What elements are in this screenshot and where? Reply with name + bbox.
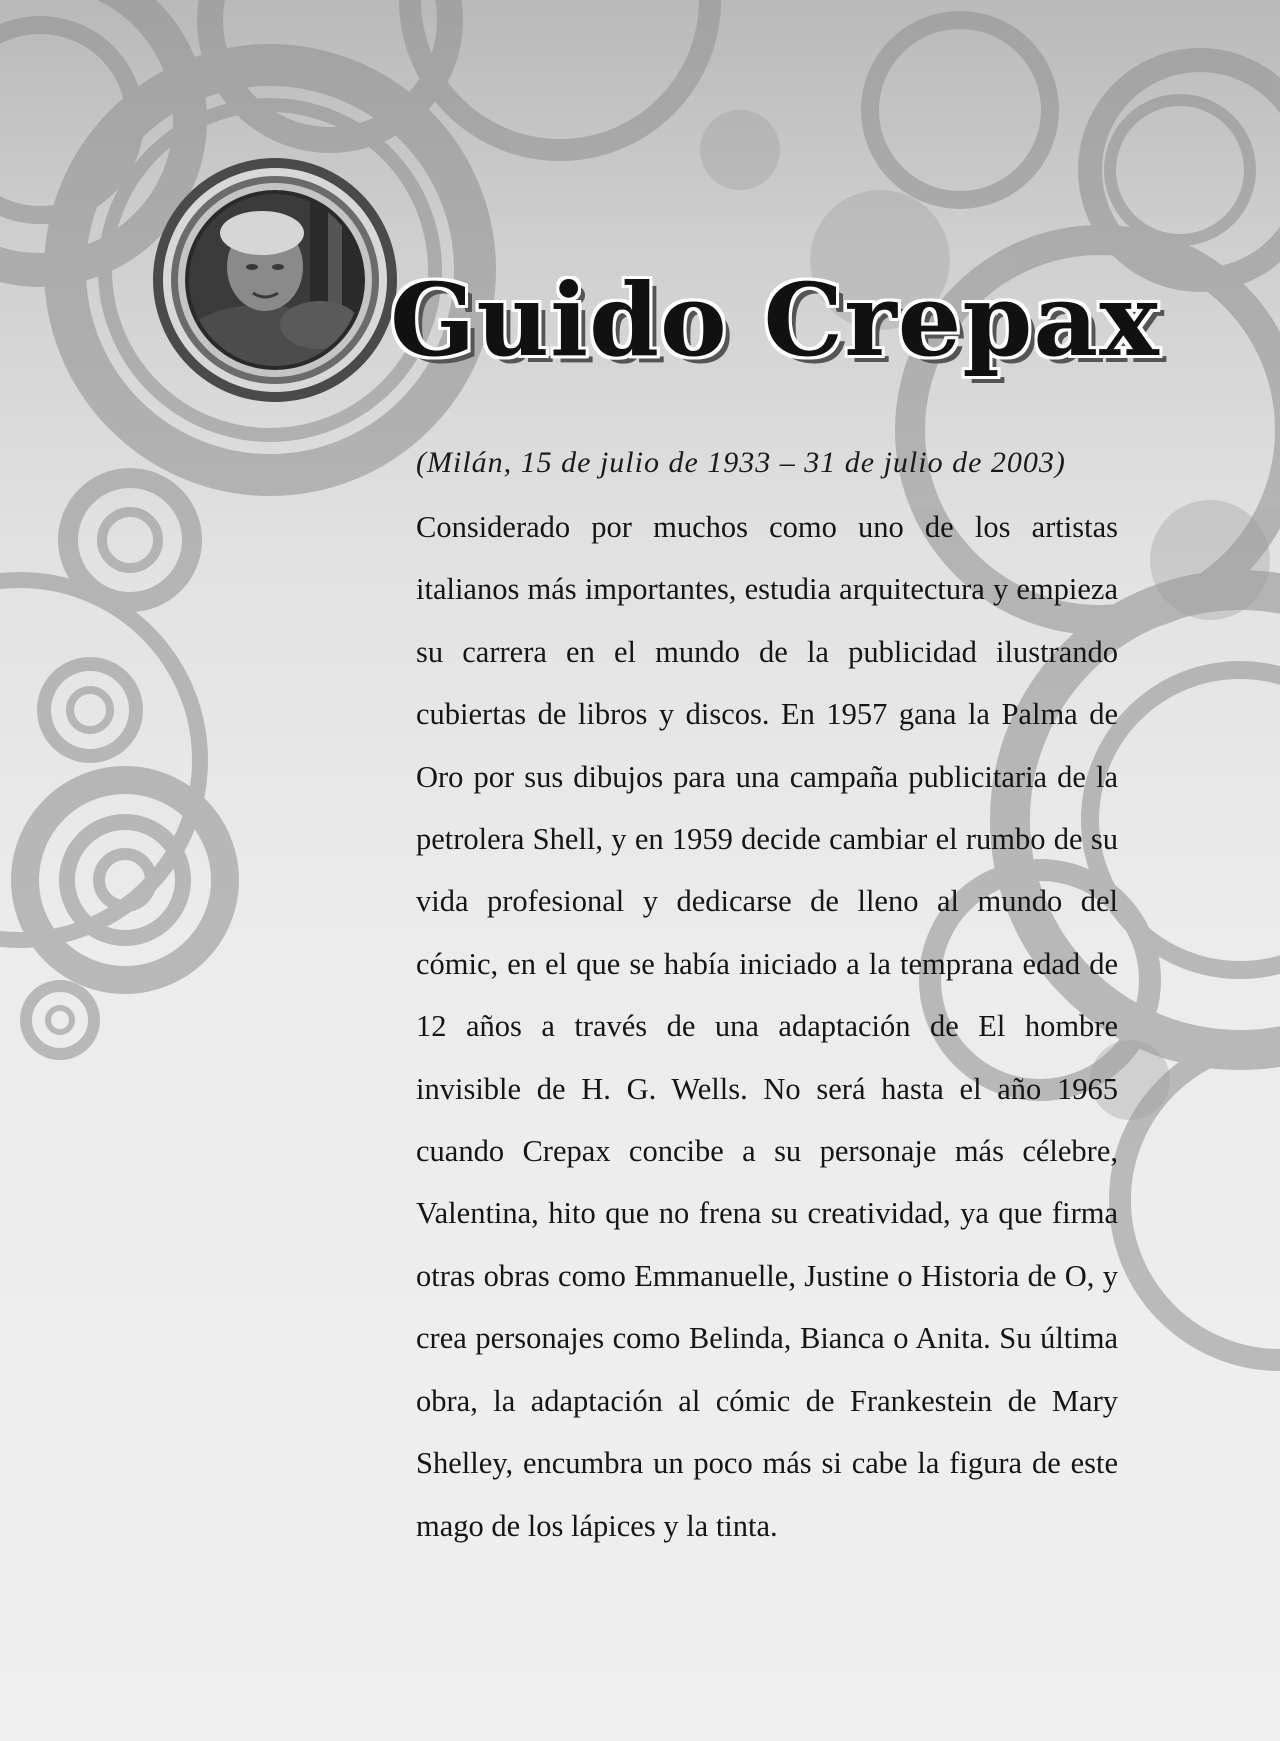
biography-text: Considerado por muchos como uno de los artistas italianos más importantes, estudia arquitectura y empieza su carrera en el mundo de la publicidad ilustrando cubiertas de libros y discos. En 1957 gana la Palma de Oro por sus dibujos para una campaña publicitaria de la petrolera Shell, y en 1959 decide cambiar el rumbo de su vida profesional y dedicarse de lleno al mundo del cómic, en el que se había iniciado a la temprana edad de 12 años a través de una adaptación de El hombre invisible de H. G. Wells. No será hasta el año 1965 cuando Crepax concibe a su personaje más célebre, Valentina, hito que no frena su creatividad, ya que firma otras obras como Emmanuelle, Justine o Historia de O, y crea personajes como Belinda, Bianca o Anita. Su última obra, la adaptación al cómic de Frankestein de Mary Shelley, encumbra un poco más si cabe la figura de este mago de los lápices y la tinta. <box>416 510 1118 1543</box>
page-title: Guido Crepax <box>390 261 1160 379</box>
author-portrait <box>150 155 400 405</box>
life-dates: (Milán, 15 de julio de 1933 – 31 de julio de 2003) <box>416 446 1066 479</box>
